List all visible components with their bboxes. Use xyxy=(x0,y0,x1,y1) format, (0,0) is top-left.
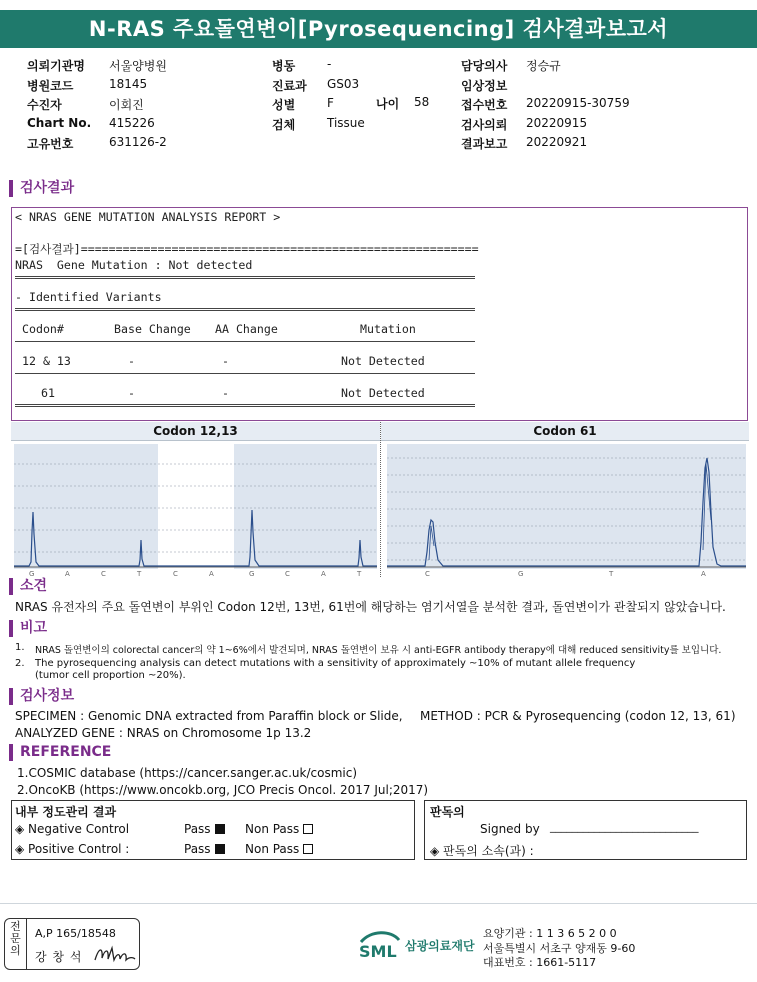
footer-divider xyxy=(0,903,757,904)
row2-aa: - xyxy=(222,386,229,400)
checked-box-icon xyxy=(215,844,225,854)
header-label: 고유번호 xyxy=(27,137,74,151)
reader-title: 판독의 xyxy=(430,805,465,819)
reference-1: 1.COSMIC database (https://cancer.sanger.ac.uk/cosmic) xyxy=(17,766,358,780)
unchecked-box-icon xyxy=(303,844,313,854)
svg-text:C: C xyxy=(425,570,430,577)
signature-license: A,P 165/18548 xyxy=(35,927,116,940)
sml-logo-icon xyxy=(357,928,401,962)
footer-phone: 대표번호 : 1661-5117 xyxy=(483,956,597,969)
divider xyxy=(15,308,475,311)
divider xyxy=(15,404,475,407)
col-codon: Codon# xyxy=(22,322,64,336)
header-label: Chart No. xyxy=(27,115,92,130)
divider xyxy=(15,373,475,374)
logo-text: SML xyxy=(359,942,397,961)
header-value: 서울양병원 xyxy=(109,59,167,73)
header-value: 정승규 xyxy=(526,59,561,73)
svg-text:A: A xyxy=(701,570,706,577)
signature-box xyxy=(4,918,140,970)
divider xyxy=(15,276,475,279)
header-value: GS03 xyxy=(327,76,360,91)
side-text: 전문의 xyxy=(10,920,21,957)
report-result-line: =[검사결과]========================================================= xyxy=(15,242,479,256)
age-label: 나이 xyxy=(376,97,400,111)
col-mutation: Mutation xyxy=(360,322,416,336)
qc-positive-label: ◈ Positive Control : xyxy=(15,842,130,856)
checked-box-icon xyxy=(215,824,225,834)
report-identified: - Identified Variants xyxy=(15,290,162,304)
row1-mutation: Not Detected xyxy=(341,354,425,368)
row1-base: - xyxy=(128,354,135,368)
pyrogram-left-plot xyxy=(11,442,380,577)
report-mutation-line: NRAS Gene Mutation : Not detected xyxy=(15,258,253,272)
remark-2-num: 2. xyxy=(15,658,25,669)
pyrogram-right-plot xyxy=(381,442,749,577)
header-value: 20220921 xyxy=(526,135,588,149)
svg-text:C: C xyxy=(285,570,290,577)
pyrogram-codon-12-13 xyxy=(11,422,380,577)
section-reference-title: REFERENCE xyxy=(9,744,111,761)
svg-text:G: G xyxy=(249,570,255,577)
reader-signed-label: Signed by xyxy=(480,822,540,836)
svg-text:C: C xyxy=(173,570,178,577)
header-label: 결과보고 xyxy=(461,137,508,151)
svg-text:A: A xyxy=(209,570,214,577)
col-aa-change: AA Change xyxy=(215,322,278,336)
svg-text:G: G xyxy=(518,570,524,577)
header-label: 의뢰기관명 xyxy=(27,59,85,73)
pyrogram-left-title: Codon 12,13 xyxy=(11,422,380,441)
reader-affiliation: ◈ 판독의 소속(과) : xyxy=(430,844,534,858)
remark-1-num: 1. xyxy=(15,642,25,653)
qc-negative-pass xyxy=(184,822,225,836)
header-label: 병동 xyxy=(272,59,296,73)
unchecked-box-icon xyxy=(303,824,313,834)
row2-mutation: Not Detected xyxy=(341,386,425,400)
qc-positive-nonpass xyxy=(245,842,313,856)
header-value: 415226 xyxy=(109,115,155,130)
header-label: 병원코드 xyxy=(27,78,74,93)
row2-base: - xyxy=(128,386,135,400)
org-name: 삼광의료재단 xyxy=(405,939,475,953)
svg-text:C: C xyxy=(101,570,106,577)
sml-logo xyxy=(357,928,401,965)
report-heading: < NRAS GENE MUTATION ANALYSIS REPORT > xyxy=(15,210,281,224)
header-label: 진료과 xyxy=(272,78,307,93)
pyrogram-right-title: Codon 61 xyxy=(381,422,749,441)
qc-negative-label: ◈ Negative Control xyxy=(15,822,130,836)
pyrogram-codon-61 xyxy=(381,422,749,577)
header-label: 접수번호 xyxy=(461,98,508,112)
section-result-title: 검사결과 xyxy=(9,180,74,197)
signature-name: 강 창 석 xyxy=(35,950,83,964)
section-info-title: 검사정보 xyxy=(9,688,74,705)
reference-2: 2.OncoKB (https://www.oncokb.org, JCO Precis Oncol. 2017 Jul;2017) xyxy=(17,783,429,797)
pass-label: Pass xyxy=(184,842,211,856)
footer-code: 요양기관 : 1 1 3 6 5 2 0 0 xyxy=(483,927,617,940)
footer-address: 서울특별시 서초구 양재동 9-60 xyxy=(483,942,636,955)
header-label: 수진자 xyxy=(27,98,62,112)
qc-title: 내부 정도관리 결과 xyxy=(15,805,117,819)
signature-side-label xyxy=(5,919,27,969)
header-value: 18145 xyxy=(109,76,148,91)
handwritten-signature xyxy=(93,943,137,965)
age-value: 58 xyxy=(414,95,430,109)
info-gene: ANALYZED GENE : NRAS on Chromosome 1p 13.2 xyxy=(15,726,312,740)
col-base-change: Base Change xyxy=(114,322,191,336)
header-value: - xyxy=(327,57,332,71)
svg-text:G: G xyxy=(29,570,35,577)
header-value: F xyxy=(327,96,334,110)
report-title: N-RAS 주요돌연변이[Pyrosequencing] 검사결과보고서 xyxy=(0,10,757,48)
row1-codon: 12 & 13 xyxy=(22,354,71,368)
header-label: 담당의사 xyxy=(461,59,508,73)
reader-box xyxy=(424,800,747,860)
reader-signature-line: ___________________________ xyxy=(550,820,699,833)
row1-aa: - xyxy=(222,354,229,368)
info-specimen: SPECIMEN : Genomic DNA extracted from Paraffin block or Slide, xyxy=(15,709,403,723)
info-method: METHOD : PCR & Pyrosequencing (codon 12, 13, 61) xyxy=(420,709,736,723)
svg-text:T: T xyxy=(609,570,614,577)
remark-1-text: NRAS 돌연변이의 colorectal cancer의 약 1~6%에서 발견되며, NRAS 돌연변이 보유 시 anti-EGFR antibody therapy에 대해 reduced sensitivity를 보입니다. xyxy=(35,645,722,656)
remark-2-text-cont: (tumor cell proportion ~20%). xyxy=(35,670,186,681)
header-label: 검체 xyxy=(272,117,296,132)
svg-text:A: A xyxy=(321,570,326,577)
qc-negative-nonpass xyxy=(245,822,313,836)
qc-box xyxy=(11,800,415,860)
opinion-text: NRAS 유전자의 주요 돌연변이 부위인 Codon 12번, 13번, 61번에 해당하는 염기서열을 분석한 결과, 돌연변이가 관찰되지 않았습니다. xyxy=(15,600,726,614)
svg-text:T: T xyxy=(137,570,142,577)
section-opinion-title: 소견 xyxy=(9,578,47,595)
nonpass-label: Non Pass xyxy=(245,842,300,856)
nonpass-label: Non Pass xyxy=(245,822,300,836)
svg-text:T: T xyxy=(357,570,362,577)
header-value: 631126-2 xyxy=(109,135,167,149)
row2-codon: 61 xyxy=(41,386,55,400)
header-value: 20220915 xyxy=(526,115,588,130)
remark-2-text: The pyrosequencing analysis can detect mutations with a sensitivity of approximately ~10% of mutant allele frequency xyxy=(35,658,636,669)
header-value: 이회진 xyxy=(109,98,144,112)
header-label: 검사의뢰 xyxy=(461,117,508,132)
header-label: 성별 xyxy=(272,98,296,112)
header-label: 임상정보 xyxy=(461,78,508,93)
section-remark-title: 비고 xyxy=(9,620,47,637)
pass-label: Pass xyxy=(184,822,211,836)
svg-text:A: A xyxy=(65,570,70,577)
header-value: Tissue xyxy=(327,115,365,130)
qc-positive-pass xyxy=(184,842,225,856)
header-value: 20220915-30759 xyxy=(526,96,630,110)
divider xyxy=(15,341,475,342)
